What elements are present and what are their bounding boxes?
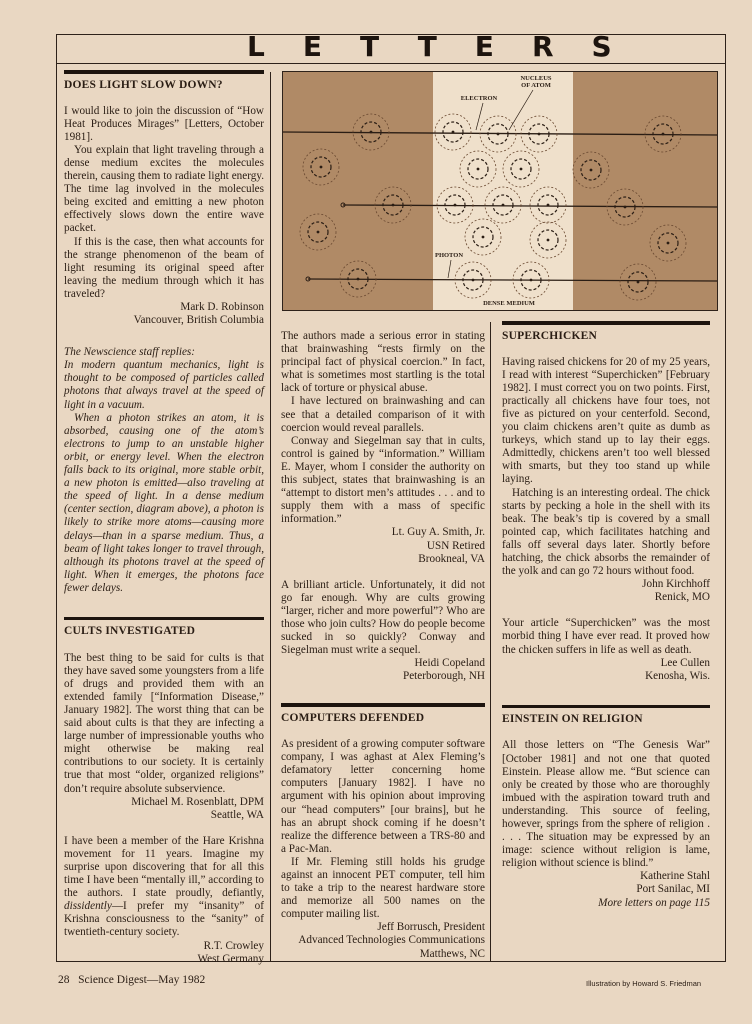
emphasis: dissidently: [64, 900, 112, 913]
signature-name: Mark D. Robinson: [180, 301, 264, 313]
atom-nucleus: [317, 231, 320, 234]
letter-paragraph: Conway and Siegelman say that in cults, control is gained by “information.” William E. Mayer, whom I consider the authority on this subject, states that brainwashing is an “attempt to distort men’s attitudes . . . and to supply them with a mass of specific information.”: [281, 434, 485, 526]
letter-paragraph: A brilliant article. Unfortunately, it did not go far enough. Why are cults growing “larger, richer and more powerful”? Who are those who join cults? How do people become sucked in so quickly? Conway and Siegelman must write a sequel.: [281, 578, 485, 657]
signature-organization: Advanced Technologies Communications: [298, 934, 485, 947]
atom-nucleus: [624, 206, 627, 209]
letter-paragraph: Having raised chickens for 20 of my 25 years, I read with interest “Superchicken” [February 1982]. I must correct you on two points. First, practically all chickens have four toes, not five as pictured on your centerfold. Second, you claim chickens aren’t quite as dumb as turkeys, which stand up to lay their eggs. Admittedly, chickens aren’t too well blessed with smarts, but they too stand up while laying.: [502, 355, 710, 486]
letter-paragraph: I have lectured on brainwashing and can see that a detailed comparison of it with coercion would reveal parallels.: [281, 395, 485, 434]
masthead: [57, 30, 725, 64]
atom-nucleus: [662, 133, 665, 136]
column-3: [502, 321, 710, 910]
label-nucleus: OF ATOM: [521, 82, 551, 89]
column-divider: [490, 322, 491, 962]
letter-paragraph: Hatching is an interesting ordeal. The chick starts by pecking a hole in the shell with its beak. The beak’s tip is covered by a small pointed cap, which facilitates hatching and falls off several days later. Shortly before hatching, the chick absorbs the remainder of the yolk and can go 72 hours without food.: [502, 486, 710, 578]
heading-superchicken: SUPERCHICKEN: [502, 329, 598, 342]
staff-reply-paragraph: In modern quantum mechanics, light is thought to be composed of particles called photons that always travel at the speed of light in a vacuum.: [64, 359, 264, 411]
signature-name: R.T. Crowley: [203, 939, 264, 952]
signature-name: Lee Cullen: [660, 656, 710, 669]
label-electron: ELECTRON: [460, 95, 498, 102]
atom-nucleus: [357, 278, 360, 281]
column-2: [281, 330, 485, 961]
heading-computers-defended: COMPUTERS DEFENDED: [281, 711, 425, 724]
atom-nucleus: [520, 168, 523, 171]
signature-location: Vancouver, British Columbia: [133, 314, 264, 327]
letter-paragraph: All those letters on “The Genesis War” [October 1981] and not one that quoted Einstein. Please allow me. “But science can only be created by those who are thoroughly imbued with the aspiration toward truth and understanding. This source of feeling, however, springs from the sphere of religion . . . . The situation may be expressed by an image: science without religion is lame, religion without science is blind.”: [502, 739, 710, 870]
signature-location: Port Sanilac, MI: [636, 883, 710, 896]
sparse-medium-left: [283, 72, 433, 311]
text-run: —I prefer my “insanity” of Krishna consciousness to the “sanity” of twentieth-century society.: [64, 900, 264, 939]
section-rule: [281, 703, 485, 707]
dense-medium-region: [433, 72, 573, 311]
letter-paragraph: If Mr. Fleming still holds his grudge against an innocent PET computer, tell him to take a trip to the nearest hardware store and memorize all 500 names on the computer mailing list.: [281, 855, 485, 921]
atom-nucleus: [667, 242, 670, 245]
page-folio: 28 Science Digest—May 1982: [58, 974, 206, 986]
atom-nucleus: [452, 131, 455, 134]
section-rule: [64, 617, 264, 621]
heading-cults-investigated: CULTS INVESTIGATED: [64, 625, 196, 638]
diagram-svg: [283, 72, 718, 311]
letter-paragraph: If this is the case, then what accounts for the strange phenomenon of the beam of light resuming its original speed after leaving the medium through which it has traveled?: [64, 235, 264, 300]
letter-paragraph: Your article “Superchicken” was the most morbid thing I have ever read. It proved how the chicken suffers in life as well as death.: [502, 617, 710, 656]
signature-title: USN Retired: [426, 539, 485, 552]
column-divider: [270, 72, 271, 962]
section-title: LETTERS: [247, 30, 650, 63]
signature-name: Jeff Borrusch, President: [377, 921, 485, 934]
letter-paragraph: The authors made a serious error in stating that brainwashing “rests firmly on the principal fact of physical coercion.” In fact, what is sometimes most startling is the total lack of torture or physical abuse.: [281, 330, 485, 395]
atom-nucleus: [392, 204, 395, 207]
signature-name: Lt. Guy A. Smith, Jr.: [391, 526, 485, 539]
atom-nucleus: [547, 204, 550, 207]
letter-paragraph: You explain that light traveling through a dense medium excites the molecules therein, causing them to radiate light energy. The time lag involved in the molecules being excited and emitting a new photon effectively slows down the entire wave packet.: [64, 143, 264, 235]
signature-name: John Kirchhoff: [642, 578, 710, 591]
atom-nucleus: [637, 281, 640, 284]
signature-location: Renick, MO: [654, 591, 710, 604]
label-photon: PHOTON: [434, 252, 464, 259]
continued-link[interactable]: More letters on page 115: [598, 896, 710, 909]
letter-paragraph: As president of a growing computer software company, I was aghast at Alex Fleming’s defamatory letter concerning home computers [January 1982]. I have no argument with his opinion about improving our “head computers” [our brains], but he has an abrupt shock coming if he doesn’t realize the difference between a TRS-80 and a Pac-Man.: [281, 738, 485, 855]
atom-nucleus: [497, 133, 500, 136]
atom-nucleus: [547, 239, 550, 242]
letter-paragraph: [64, 835, 264, 940]
atom-nucleus: [472, 279, 475, 282]
column-1: [64, 70, 264, 966]
label-nucleus: NUCLEUS: [520, 75, 552, 82]
illustration-credit: Illustration by Howard S. Friedman: [586, 979, 702, 988]
text-run: I have been a member of the Hare Krishna movement for 11 years. Imagine my surprise upon discovering that for all this time I have been “mentally ill,” according to the authors. I state proudly, defiantly,: [64, 834, 264, 900]
letter-paragraph: I would like to join the discussion of “How Heat Produces Mirages” [Letters, October 1981].: [64, 104, 264, 143]
signature-location: Seattle, WA: [210, 808, 264, 821]
section-rule: [64, 70, 264, 74]
atom-nucleus: [502, 204, 505, 207]
section-rule: [502, 321, 710, 325]
illustration-photon-diagram: [282, 71, 718, 311]
signature-name: Heidi Copeland: [414, 657, 485, 670]
signature-name: Katherine Stahl: [640, 870, 710, 883]
signature-name: Michael M. Rosenblatt, DPM: [131, 795, 264, 808]
atom-nucleus: [370, 131, 373, 134]
heading-einstein-on-religion: EINSTEIN ON RELIGION: [502, 713, 643, 726]
atom-nucleus: [454, 204, 457, 207]
atom-nucleus: [482, 236, 485, 239]
heading-does-light-slow-down: DOES LIGHT SLOW DOWN?: [64, 78, 223, 91]
atom-nucleus: [590, 169, 593, 172]
signature-location: Matthews, NC: [419, 947, 485, 960]
atom-nucleus: [530, 279, 533, 282]
section-rule: [502, 705, 710, 709]
label-dense-medium: DENSE MEDIUM: [483, 300, 535, 307]
letter-paragraph: The best thing to be said for cults is that they have saved some youngsters from a life of drugs and provided them with an extended family [“Information Disease,” January 1982]. The worst thing that can be said about cults is that they are infecting a large number of impressionable youths who might otherwise be making real contributions to our society. It is certainly true that most “older, organized religions” don’t require absolute subservience.: [64, 651, 264, 795]
signature-location: West Germany: [197, 952, 264, 965]
signature-location: Kenosha, Wis.: [645, 669, 710, 682]
staff-reply-intro: The Newscience staff replies:: [64, 346, 196, 359]
signature-location: Peterborough, NH: [402, 670, 485, 683]
staff-reply-paragraph: When a photon strikes an atom, it is absorbed, causing one of the atom’s electrons to jump to an unstable higher orbit, or energy level. When the electron falls back to its original, more stable orbit, a new photon is emitted—also traveling at the speed of light. In a dense medium (center section, diagram above), a photon is likely to strike more atoms—causing more delays—than in a sparse medium. Thus, a beam of light takes longer to travel through, although its photons travel at the speed of light. When it emerges, the photons face fewer delays.: [64, 411, 264, 594]
signature-location: Brookneal, VA: [418, 552, 485, 565]
atom-nucleus: [320, 166, 323, 169]
atom-nucleus: [538, 133, 541, 136]
atom-nucleus: [477, 168, 480, 171]
